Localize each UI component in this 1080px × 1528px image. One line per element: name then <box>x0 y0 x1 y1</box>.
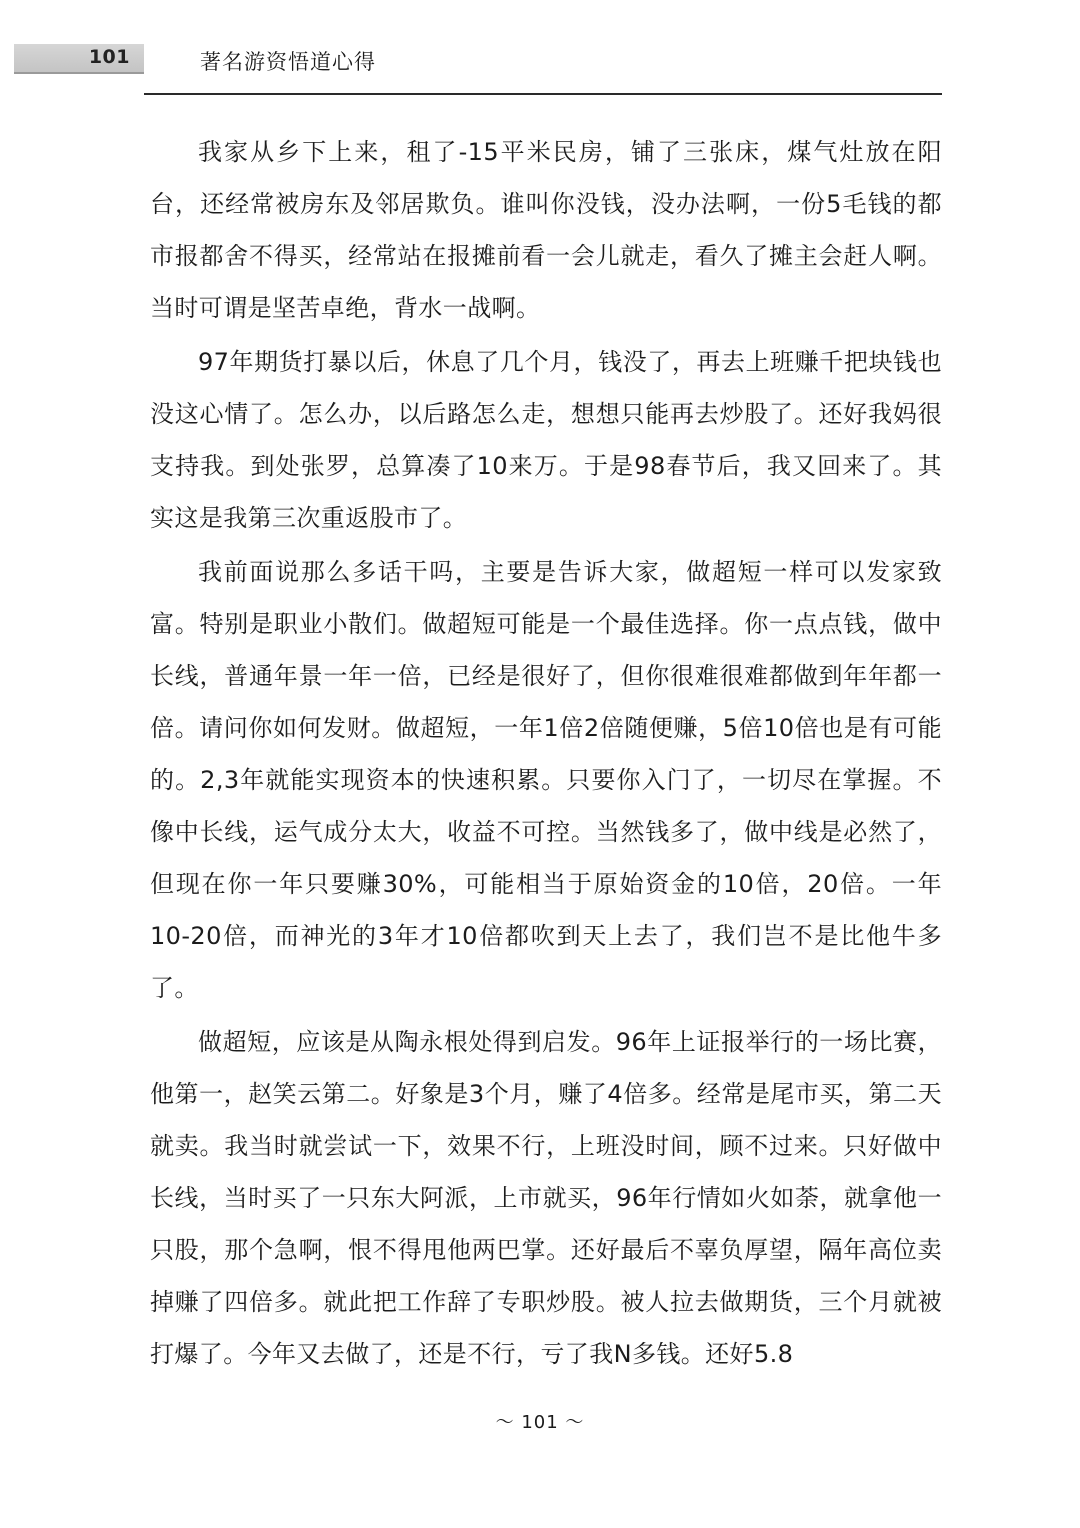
book-title: 著名游资悟道心得 <box>200 50 376 74</box>
header-divider <box>144 93 942 95</box>
header-page-number: 101 <box>88 46 130 68</box>
paragraph: 我前面说那么多话干吗，主要是告诉大家，做超短一样可以发家致富。特别是职业小散们。做超短可能是一个最佳选择。你一点点钱，做中长线，普通年景一年一倍，已经是很好了，但你很难很难都做到年年都一倍。请问你如何发财。做超短，一年1倍2倍随便赚，5倍10倍也是有可能的。2,3年就能实现资本的快速积累。只要你入门了，一切尽在掌握。不像中长线，运气成分太大，收益不可控。当然钱多了，做中线是必然了，但现在你一年只要赚30%，可能相当于原始资金的10倍，20倍。一年10-20倍，而神光的3年才10倍都吹到天上去了，我们岂不是比他牛多了。 <box>150 558 942 1002</box>
body-text <box>150 126 942 1380</box>
page-number-tab <box>14 44 144 74</box>
paragraph: 97年期货打暴以后，休息了几个月，钱没了，再去上班赚千把块钱也没这心情了。怎么办，以后路怎么走，想想只能再去炒股了。还好我妈很支持我。到处张罗，总算凑了10来万。于是98春节后，我又回来了。其实这是我第三次重返股市了。 <box>150 348 942 532</box>
paragraph: 做超短，应该是从陶永根处得到启发。96年上证报举行的一场比赛，他第一，赵笑云第二。好象是3个月，赚了4倍多。经常是尾市买，第二天就卖。我当时就尝试一下，效果不行，上班没时间，顾不过来。只好做中长线，当时买了一只东大阿派，上市就买，96年行情如火如荼，就拿他一只股，那个急啊，恨不得甩他两巴掌。还好最后不辜负厚望，隔年高位卖掉赚了四倍多。就此把工作辞了专职炒股。被人拉去做期货，三个月就被打爆了。今年又去做了，还是不行，亏了我N多钱。还好5.8 <box>150 1028 942 1368</box>
paragraph: 我家从乡下上来，租了-15平米民房，铺了三张床，煤气灶放在阳台，还经常被房东及邻居欺负。谁叫你没钱，没办法啊，一份5毛钱的都市报都舍不得买，经常站在报摊前看一会儿就走，看久了摊主会赶人啊。当时可谓是坚苦卓绝，背水一战啊。 <box>150 138 942 322</box>
footer-page-number: ～ 101 ～ <box>495 1412 585 1433</box>
